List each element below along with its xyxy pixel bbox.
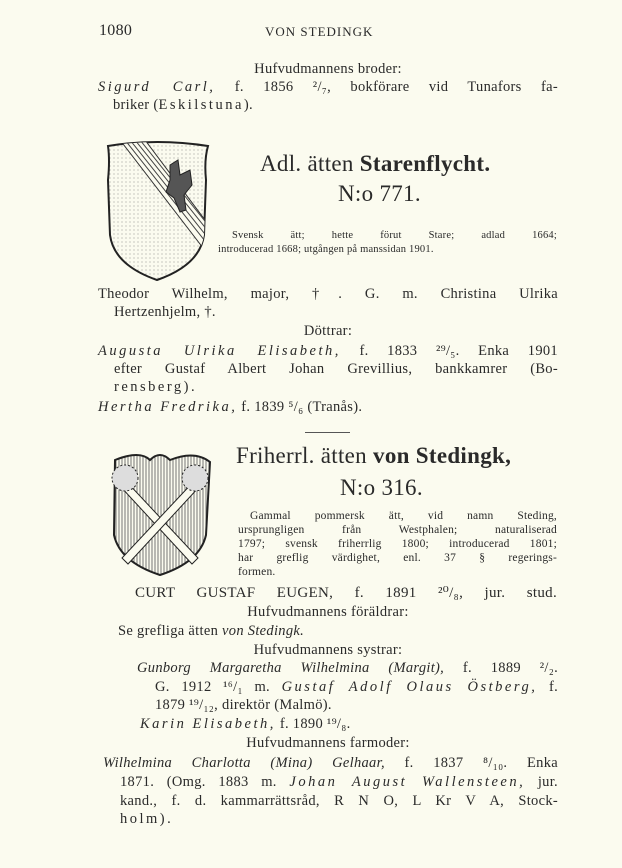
entry-text: jur. [525, 774, 558, 790]
entry-text: G. 1912 ¹⁶/₁ m. [155, 679, 282, 695]
section-heading: Hufvudmannens systrar: [253, 642, 403, 658]
family-description: introducerad 1668; utgången på manssidan 1901. [218, 244, 434, 255]
entry-gunborg-cont [155, 678, 558, 696]
entry-theodor-cont: Hertzenhjelm, †. [114, 304, 216, 320]
family-description: Gammal pommersk ätt, vid namn Steding, [250, 510, 557, 522]
family-number: N:o 771. [338, 181, 421, 206]
title-name: Starenflycht. [359, 151, 491, 176]
family-title-stedingk [236, 442, 511, 470]
section-heading: Hufvudmannens broder: [254, 61, 402, 77]
entry-text: f. 1833 ²⁹/₅. Enka 1901 [359, 343, 558, 359]
page-number: 1080 [99, 22, 133, 39]
person-name: Gustaf Adolf Olaus Östberg, [281, 679, 538, 695]
entry-text: briker ( [113, 97, 159, 113]
entry-text: Se grefliga ätten [118, 623, 223, 639]
section-heading: Hufvudmannens farmoder: [246, 735, 410, 751]
entry-text: f. 1839 ⁵/₆ (Tranås). [241, 399, 363, 415]
entry-hertha [98, 398, 362, 416]
entry-karin [140, 715, 351, 733]
section-heading: Döttrar: [303, 323, 353, 339]
entry-gunborg-cont: 1879 ¹⁹/₁₂, direktör (Malmö). [155, 697, 332, 713]
entry-text: ). [243, 97, 253, 113]
family-description: har greflig värdighet, enl. 37 § regerings- [238, 552, 557, 564]
entry-wilhelmina-cont: kand., f. d. kammarrättsråd, R N O, L Kr V A, Stock- [120, 793, 558, 809]
person-name: Karin Elisabeth, [140, 716, 276, 732]
entry-text: f. 1837 ⁸/₁₀. Enka [404, 755, 558, 771]
entry-text: f. 1890 ¹⁹/₈. [279, 716, 351, 732]
entry-text: f. [537, 679, 559, 695]
person-name: Augusta Ulrika Elisabeth, [98, 343, 341, 359]
coat-of-arms-stedingk [100, 450, 220, 580]
entry-text: f. 1889 ²/₂. [462, 660, 558, 676]
person-name: Gunborg Margaretha Wilhelmina (Margit), [137, 660, 445, 676]
entry-augusta-cont: rensberg). [114, 379, 198, 395]
family-description: formen. [238, 566, 276, 578]
entry-theodor: Theodor Wilhelm, major, †. G. m. Christina Ulrika [98, 286, 558, 302]
coat-of-arms-starenflycht [100, 140, 215, 285]
entry-text: f. 1856 ²/₇, bokförare vid Tunafors fa- [234, 79, 558, 95]
family-number: N:o 316. [340, 475, 423, 500]
entry-sigurd-cont [113, 96, 253, 114]
entry-augusta [98, 342, 558, 360]
entry-gunborg [137, 659, 558, 677]
person-name: Johan August Wallensteen, [289, 774, 526, 790]
title-prefix: Friherrl. ätten [236, 443, 367, 468]
entry-wilhelmina [103, 754, 558, 772]
entry-augusta-cont: efter Gustaf Albert Johan Grevillius, bankkamrer (Bo- [114, 361, 558, 377]
entry-curt: CURT GUSTAF EUGEN, f. 1891 ²⁰/₈, jur. stud. [135, 585, 557, 601]
family-description: Svensk ätt; hette förut Stare; adlad 1664; [232, 230, 557, 241]
person-name: Hertha Fredrika, [98, 399, 238, 415]
title-name: von Stedingk, [373, 443, 512, 468]
entry-wilhelmina-cont: holm). [120, 811, 174, 827]
title-prefix: Adl. ätten [260, 151, 354, 176]
entry-se [118, 622, 304, 640]
section-divider [305, 432, 350, 433]
family-description: ursprungligen från Westphalen; naturaliserad [238, 524, 557, 536]
family-description: 1797; svensk friherrlig 1800; introducerad 1801; [238, 538, 557, 550]
family-title-starenflycht [260, 150, 490, 178]
entry-sigurd [98, 78, 558, 96]
person-name: Wilhelmina Charlotta (Mina) Gelhaar, [103, 755, 385, 771]
entry-wilhelmina-cont [120, 773, 558, 791]
person-name: Sigurd Carl, [98, 79, 216, 95]
running-title: VON STEDINGK [265, 24, 374, 39]
place-name: Eskilstuna [158, 97, 244, 113]
section-heading: Hufvudmannens föräldrar: [247, 604, 409, 620]
cross-reference: von Stedingk. [222, 623, 305, 639]
entry-text: 1871. (Omg. 1883 m. [120, 774, 290, 790]
